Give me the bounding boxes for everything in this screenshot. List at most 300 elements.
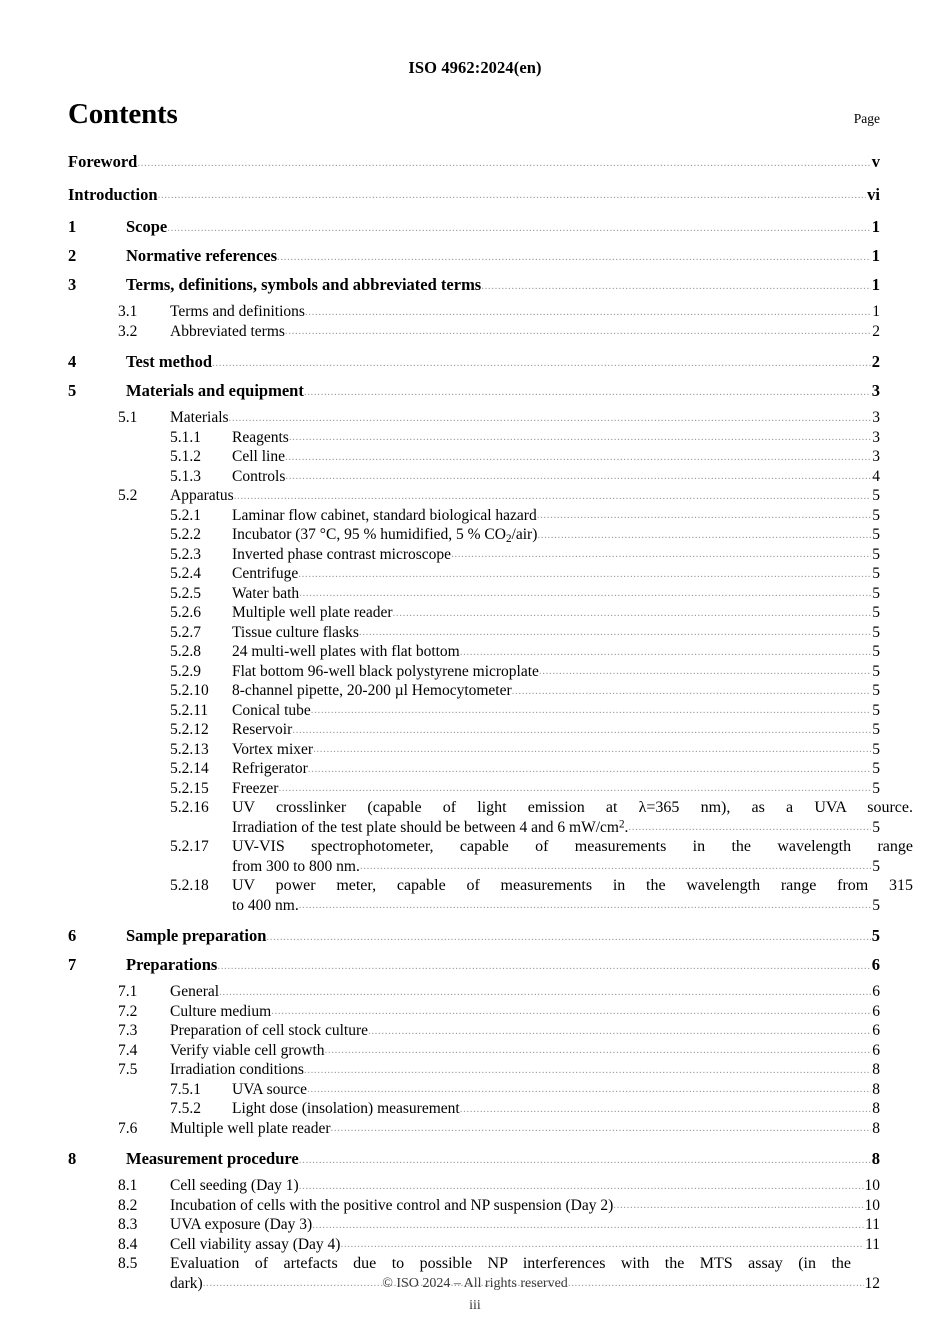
- toc-entry[interactable]: [68, 468, 880, 488]
- toc-entry-page: 5: [872, 526, 880, 543]
- toc-entry[interactable]: [68, 1022, 880, 1042]
- toc-entry-page: 12: [864, 1274, 880, 1292]
- dot-leader: [628, 822, 871, 833]
- toc-entry[interactable]: [68, 1061, 880, 1081]
- dot-leader: [451, 549, 871, 560]
- toc-entry[interactable]: [68, 643, 880, 663]
- toc-entry-title: Materials: [170, 409, 229, 426]
- toc-entry-title: Introduction: [68, 184, 158, 204]
- toc-entry-title: dark): [170, 1274, 203, 1292]
- toc-entry-number: 8.2: [118, 1196, 138, 1214]
- toc-entry-body: [170, 409, 880, 429]
- toc-entry-line: [170, 323, 880, 343]
- toc-entry-number: 2: [68, 246, 77, 265]
- toc-entry-page: 5: [872, 740, 880, 758]
- toc-entry-number: 7.5: [118, 1061, 138, 1078]
- toc-entry-body: [170, 323, 880, 343]
- toc-entry-number: 5.2.15: [170, 779, 209, 797]
- page-title: Contents: [68, 98, 178, 130]
- toc-entry-page: 3: [872, 448, 880, 465]
- toc-entry-body: [232, 565, 880, 585]
- toc-entry-number: 5.2.14: [170, 760, 209, 777]
- toc-entry-title: Reagents: [232, 428, 289, 446]
- toc-entry-line: [232, 624, 880, 644]
- toc-entry-number: 5.2.17: [170, 838, 209, 855]
- page-column-label: Page: [853, 111, 880, 126]
- toc-entry-title-line: Evaluation of artefacts due to possible NP interferences with the MTS assay (in the: [170, 1255, 851, 1272]
- toc-entry-number: 5.2.2: [170, 526, 201, 543]
- toc-entry-title: from 300 to 800 nm.: [232, 857, 360, 875]
- toc-entry-title: Terms and definitions: [170, 303, 305, 320]
- toc-entry-title: Normative references: [126, 246, 278, 265]
- toc-entry-page: 5: [872, 623, 880, 641]
- toc-entry[interactable]: [68, 721, 880, 741]
- toc-entry[interactable]: [68, 1042, 880, 1062]
- toc-entry-page: 1: [872, 303, 880, 320]
- toc-entry[interactable]: [68, 487, 880, 507]
- toc-entry-page: 4: [872, 467, 880, 485]
- dot-leader: [167, 223, 871, 234]
- dot-leader: [368, 1026, 871, 1037]
- toc-entry-body: [126, 246, 880, 268]
- dot-leader: [212, 358, 871, 369]
- dot-leader: [304, 1065, 871, 1076]
- toc-entry-number: 5.1.2: [170, 448, 201, 465]
- toc-entry-number: 1: [68, 217, 77, 236]
- toc-entry-title: Light dose (insolation) measurement: [232, 1100, 460, 1117]
- toc-entry-line: [68, 185, 880, 207]
- toc-entry-title: Flat bottom 96-well black polystyrene microplate: [232, 662, 539, 680]
- toc-entry-number: 5.2.13: [170, 740, 209, 758]
- dot-leader: [325, 1045, 872, 1056]
- toc-entry-number: 8.1: [118, 1177, 138, 1194]
- toc-entry-number: 4: [68, 352, 77, 371]
- toc-entry-page: 1: [871, 275, 880, 294]
- toc-entry-line: [126, 246, 880, 268]
- toc-entry-page: 8: [872, 1080, 880, 1098]
- toc-entry-page: 2: [871, 352, 880, 371]
- toc-entry[interactable]: [68, 624, 880, 644]
- dot-leader: [158, 190, 867, 201]
- dot-leader: [299, 588, 871, 599]
- toc-entry-title: Centrifuge: [232, 565, 299, 582]
- dot-leader: [219, 987, 871, 998]
- toc-entry[interactable]: [68, 526, 880, 546]
- dot-leader: [298, 569, 871, 580]
- toc-entry-body: [170, 1042, 880, 1062]
- toc-entry[interactable]: [68, 275, 880, 297]
- dot-leader: [304, 387, 871, 398]
- toc-entry-page: 11: [865, 1235, 880, 1253]
- dot-leader: [312, 1220, 864, 1231]
- toc-entry-body: [170, 1022, 880, 1042]
- toc-entry[interactable]: [68, 838, 913, 877]
- toc-entry-page: 8: [872, 1119, 880, 1137]
- toc-entry-line: [232, 741, 880, 761]
- toc-entry[interactable]: [68, 409, 880, 429]
- toc-entry-line: [170, 1197, 880, 1217]
- toc-entry-body: [232, 838, 913, 877]
- toc-entry[interactable]: [68, 877, 913, 916]
- toc-entry-page: 8: [872, 1100, 880, 1117]
- toc-entry-title: Verify viable cell growth: [170, 1041, 325, 1059]
- toc-entry[interactable]: [68, 983, 880, 1003]
- toc-entry-body: [232, 663, 880, 683]
- toc-entry-body: [68, 152, 880, 174]
- footer-copyright: © ISO 2024 – All rights reserved: [382, 1276, 568, 1291]
- toc-entry[interactable]: [68, 799, 913, 838]
- dot-leader: [340, 1239, 864, 1250]
- toc-entry-page: 5: [872, 779, 880, 797]
- toc-entry[interactable]: [68, 381, 880, 403]
- toc-entry-body: [126, 381, 880, 403]
- toc-entry[interactable]: [68, 1100, 880, 1120]
- toc-entry-body: [232, 1100, 880, 1120]
- toc-entry[interactable]: [68, 546, 880, 566]
- toc-entry-line: [232, 643, 880, 663]
- toc-entry-page: 5: [872, 506, 880, 524]
- toc-entry-title: Foreword: [68, 152, 138, 171]
- toc-entry-title: General: [170, 983, 220, 1000]
- toc-entry-body: [126, 955, 880, 977]
- toc-entry-page: 6: [872, 1041, 880, 1059]
- toc-entry-page: 5: [872, 857, 880, 875]
- toc-entry-title: Terms, definitions, symbols and abbreviated terms: [126, 275, 482, 294]
- toc-entry[interactable]: [68, 1216, 880, 1236]
- toc-entry-page: 5: [872, 682, 880, 699]
- toc-entry-line: [170, 303, 880, 323]
- toc-entry-number: 7.2: [118, 1002, 138, 1020]
- toc-entry-line: [232, 526, 880, 546]
- toc-entry-body: [170, 1216, 880, 1236]
- toc-entry-number: 5.2.4: [170, 565, 201, 582]
- toc-entry-page: 6: [871, 955, 880, 974]
- toc-entry-title: Refrigerator: [232, 760, 308, 777]
- toc-entry-number: 5.2.1: [170, 506, 201, 524]
- toc-entry-page: 5: [872, 584, 880, 602]
- toc-entry[interactable]: [68, 323, 880, 343]
- dot-leader: [359, 627, 871, 638]
- toc-entry-line: [232, 702, 880, 722]
- toc-entry-number: 7.4: [118, 1041, 138, 1059]
- toc-entry-title-line: UV-VIS spectrophotometer, capable of measurements in the wavelength range: [232, 838, 913, 855]
- toc-entry-title: Materials and equipment: [126, 381, 304, 400]
- toc-entry-title: 24 multi-well plates with flat bottom: [232, 643, 460, 660]
- toc-entry[interactable]: [68, 682, 880, 702]
- toc-entry[interactable]: [68, 585, 880, 605]
- toc-entry-body: [126, 275, 880, 297]
- dot-leader: [613, 1200, 863, 1211]
- toc-entry-body: [170, 1236, 880, 1256]
- toc-entry-title: Controls: [232, 467, 286, 485]
- toc-entry-line: [232, 1100, 880, 1120]
- toc-entry-body: [232, 702, 880, 722]
- toc-entry-title: Test method: [126, 352, 213, 371]
- toc-entry[interactable]: [68, 1236, 880, 1256]
- toc-entry-body: [126, 1149, 880, 1171]
- toc-entry-line: [126, 955, 880, 977]
- toc-entry-page: 5: [872, 760, 880, 777]
- toc-entry-number: 5.2.16: [170, 799, 209, 816]
- toc-entry-title: Tissue culture flasks: [232, 623, 359, 641]
- toc-entry-last-line: [232, 858, 880, 878]
- toc-entry-title: Incubation of cells with the positive control and NP suspension (Day 2): [170, 1196, 614, 1214]
- toc-entry-line: [126, 381, 880, 403]
- toc-entry-number: 3.1: [118, 303, 138, 320]
- toc-entry-body: [232, 604, 880, 624]
- toc-entry-title: Apparatus: [170, 487, 234, 504]
- toc-entry[interactable]: [68, 1177, 880, 1197]
- toc-entry[interactable]: [68, 604, 880, 624]
- dot-leader: [311, 705, 871, 716]
- toc-entry-number: 5.1.1: [170, 428, 201, 446]
- toc-entry-body: [232, 799, 913, 838]
- toc-entry-page: 1: [871, 246, 880, 265]
- toc-entry-number: 7.5.2: [170, 1100, 201, 1117]
- toc-entry-title: Multiple well plate reader: [170, 1119, 331, 1137]
- toc-entry-line: [232, 663, 880, 683]
- toc-entry-line: [68, 152, 880, 174]
- toc-entry-page: 5: [872, 662, 880, 680]
- toc-entry-title: Irradiation conditions: [170, 1061, 304, 1078]
- toc-entry-line: [170, 1042, 880, 1062]
- toc-entry-page: vi: [867, 184, 880, 204]
- toc-entry-number: 8: [68, 1149, 77, 1168]
- dot-leader: [229, 413, 872, 424]
- toc-entry-title: Sample preparation: [126, 926, 267, 945]
- toc-entry-body: [170, 983, 880, 1003]
- dot-leader: [331, 1123, 872, 1134]
- toc-entry-number: 5.2.8: [170, 643, 201, 660]
- dot-leader: [299, 900, 872, 911]
- toc-entry[interactable]: [68, 246, 880, 268]
- dot-leader: [234, 491, 872, 502]
- toc-entry-body: [126, 217, 880, 239]
- toc-entry-body: [232, 741, 880, 761]
- toc-entry[interactable]: [68, 152, 880, 174]
- toc-entry-body: [232, 546, 880, 566]
- toc-entry-page: 5: [872, 818, 880, 836]
- contents-header-row: [68, 98, 880, 131]
- toc-entry-title: Irradiation of the test plate should be between 4 and 6 $mW/cm^2$.: [232, 817, 629, 836]
- toc-entry[interactable]: [68, 702, 880, 722]
- toc-entry[interactable]: [68, 1081, 880, 1101]
- footer-page-number: iii: [469, 1298, 481, 1313]
- toc-entry-last-line: [232, 897, 880, 917]
- toc-entry-title: Freezer: [232, 779, 279, 797]
- toc-entry-page: 5: [872, 565, 880, 582]
- toc-entry-number: 5.2.12: [170, 721, 209, 738]
- toc-entry-number: 7.3: [118, 1022, 138, 1039]
- toc-entry-page: 5: [872, 721, 880, 738]
- toc-entry-page: 6: [872, 1002, 880, 1020]
- toc-entry-line: [170, 1061, 880, 1081]
- toc-entry-line: [170, 1216, 880, 1236]
- dot-leader: [285, 452, 871, 463]
- toc-entry-number: 7: [68, 955, 77, 974]
- toc-entry-last-line: [232, 819, 880, 839]
- toc-entry-page: 5: [872, 545, 880, 563]
- toc-entry-number: 5.2.3: [170, 545, 201, 563]
- toc-entry-line: [232, 721, 880, 741]
- toc-entry-title: Cell line: [232, 448, 285, 465]
- toc-entry-body: [68, 185, 880, 207]
- toc-entry-page: v: [871, 152, 880, 171]
- toc-entry-page: 6: [872, 1022, 880, 1039]
- toc-entry-page: 1: [871, 217, 880, 236]
- dot-leader: [360, 861, 871, 872]
- dot-leader: [307, 1084, 871, 1095]
- toc-entry-title: to 400 nm.: [232, 896, 299, 914]
- dot-leader: [308, 764, 872, 775]
- dot-leader: [285, 326, 871, 337]
- toc-entry-title: 8-channel pipette, 20-200 µl Hemocytometer: [232, 682, 512, 699]
- toc-entry[interactable]: [68, 565, 880, 585]
- dot-leader: [271, 1006, 871, 1017]
- toc-entry-title: UVA exposure (Day 3): [170, 1216, 313, 1233]
- toc-entry-body: [170, 1197, 880, 1217]
- toc-entry-page: 6: [872, 983, 880, 1000]
- toc-entry-page: 2: [872, 322, 880, 340]
- toc-entry[interactable]: [68, 303, 880, 323]
- toc-entry[interactable]: [68, 1120, 880, 1140]
- toc-entry-number: 5: [68, 381, 77, 400]
- toc-entry-body: [126, 352, 880, 374]
- toc-entry-number: 5.1.3: [170, 467, 201, 485]
- toc-entry-body: [232, 507, 880, 527]
- toc-entry-number: 5.2.9: [170, 662, 201, 680]
- dot-leader: [278, 783, 871, 794]
- toc-entry[interactable]: [68, 741, 880, 761]
- toc-entry-line: [232, 507, 880, 527]
- toc-entry-number: 5.1: [118, 409, 138, 426]
- toc-entry-number: 3: [68, 275, 77, 294]
- toc-entry-line: [170, 409, 880, 429]
- toc-entry-number: 6: [68, 926, 77, 945]
- dot-leader: [299, 1181, 864, 1192]
- toc-entry-body: [232, 468, 880, 488]
- toc-entry-line: [170, 1022, 880, 1042]
- toc-entry-body: [232, 448, 880, 468]
- dot-leader: [460, 1104, 872, 1115]
- dot-leader: [481, 281, 871, 292]
- dot-leader: [537, 510, 872, 521]
- toc-entry-line: [232, 448, 880, 468]
- toc-entry-page: 3: [872, 428, 880, 446]
- toc-entry[interactable]: [68, 1197, 880, 1217]
- toc-entry[interactable]: [68, 448, 880, 468]
- toc-entry-title: Cell viability assay (Day 4): [170, 1235, 341, 1253]
- toc-entry-page: 3: [872, 409, 880, 426]
- dot-leader: [537, 530, 871, 541]
- toc-entry-title: Preparation of cell stock culture: [170, 1022, 368, 1039]
- toc-entry-line: [232, 682, 880, 702]
- toc-entry-page: 8: [872, 1061, 880, 1078]
- toc-entry-line: [232, 546, 880, 566]
- toc-entry-line: [170, 1003, 880, 1023]
- toc-entry-title: Culture medium: [170, 1002, 272, 1020]
- toc-entry-body: [170, 1120, 880, 1140]
- toc-entry[interactable]: [68, 185, 880, 207]
- toc-entry-number: 5.2.7: [170, 623, 201, 641]
- toc-entry-number: 7.5.1: [170, 1080, 201, 1098]
- toc-entry[interactable]: [68, 663, 880, 683]
- toc-entry-title: Multiple well plate reader: [232, 604, 393, 621]
- toc-entry-number: 5.2: [118, 487, 138, 504]
- toc-entry-line: [232, 1081, 880, 1101]
- toc-entry-title: UVA source: [232, 1080, 308, 1098]
- toc-entry-title: Cell seeding (Day 1): [170, 1177, 299, 1194]
- toc-entry[interactable]: [68, 429, 880, 449]
- toc-entry-body: [232, 682, 880, 702]
- toc-entry[interactable]: [68, 780, 880, 800]
- toc-entry-number: 5.2.10: [170, 682, 209, 699]
- toc-entry-line: [170, 983, 880, 1003]
- toc-entry-number: 8.3: [118, 1216, 138, 1233]
- toc-entry-line: [126, 352, 880, 374]
- toc-entry-line: [170, 1236, 880, 1256]
- toc-entry[interactable]: [68, 955, 880, 977]
- toc-entry[interactable]: [68, 760, 880, 780]
- toc-entry-line: [232, 468, 880, 488]
- toc-entry-line: [170, 1177, 880, 1197]
- toc-entry-number: 3.2: [118, 322, 138, 340]
- toc-entry-line: [232, 565, 880, 585]
- toc-entry[interactable]: [68, 1003, 880, 1023]
- toc-entry[interactable]: [68, 926, 880, 948]
- dot-leader: [285, 471, 871, 482]
- toc-entry-line: [170, 487, 880, 507]
- toc-entry-page: 11: [865, 1216, 880, 1233]
- toc-entry-body: [232, 760, 880, 780]
- toc-entry-body: [232, 643, 880, 663]
- toc-entry-line: [126, 926, 880, 948]
- toc-entry[interactable]: [68, 352, 880, 374]
- toc-entry-title: Measurement procedure: [126, 1149, 299, 1168]
- toc-entry-title: Incubator (37 °C, 95 % humidified, 5 % $CO_2/air$): [232, 526, 538, 545]
- toc-entry-body: [232, 877, 913, 916]
- toc-entry-page: 10: [864, 1196, 880, 1214]
- toc-entry-body: [232, 721, 880, 741]
- toc-entry-page: 5: [872, 896, 880, 914]
- toc-entry-body: [232, 585, 880, 605]
- toc-entry-number: 5.2.6: [170, 604, 201, 621]
- toc-entry-page: 5: [872, 701, 880, 719]
- dot-leader: [217, 961, 870, 972]
- dot-leader: [289, 432, 871, 443]
- dot-leader: [292, 725, 871, 736]
- toc-entry[interactable]: [68, 507, 880, 527]
- toc-entry-title: Reservoir: [232, 721, 293, 738]
- toc-entry-body: [170, 1061, 880, 1081]
- dot-leader: [313, 744, 871, 755]
- toc-entry-body: [126, 926, 880, 948]
- toc-entry-title-line: UV crosslinker (capable of light emission at λ=365 nm), as a UVA source.: [232, 799, 913, 816]
- toc-entry-number: 7.6: [118, 1119, 138, 1137]
- toc-entry[interactable]: [68, 1149, 880, 1171]
- toc-entry-line: [126, 1149, 880, 1171]
- toc-entry-number: 8.4: [118, 1235, 138, 1253]
- toc-entry-page: 8: [871, 1149, 880, 1168]
- dot-leader: [137, 158, 870, 169]
- toc-entry-body: [232, 780, 880, 800]
- toc-entry-line: [232, 604, 880, 624]
- toc-entry[interactable]: [68, 217, 880, 239]
- dot-leader: [305, 307, 871, 318]
- running-header: ISO 4962:2024(en): [408, 58, 542, 77]
- toc-entry-body: [170, 487, 880, 507]
- toc-entry-page: 10: [864, 1177, 880, 1194]
